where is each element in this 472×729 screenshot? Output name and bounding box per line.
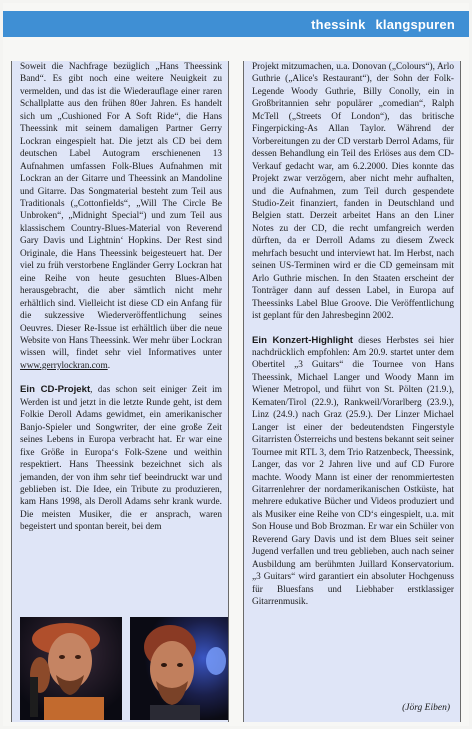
paragraph-project-contributors: Projekt mitzumachen, u.a. Donovan („Colours“), Arlo Guthrie („Alice's Restaurant“), der Sohn der Folk-Legende Woody Guthrie, Billy Conolly, ein in Großbritannien sehr populärer „comedian“, Ralph McTell („Streets Of London“), das britische Fingerpicking-As Allan Taylor. Während der Vorbereitungen zu der CD verstarb Derrol Adams, für dessen Behandlung ein Teil des Erlöses aus dem CD-Verkauf gedacht war, am 6.2.2000. Dies konnte das Projekt zwar verzögern, aber nicht mehr aufhalten, und die Aufnahmen, zum Teil durch gespendete Studio-Zeit finanziert, fanden in Deutschland und Belgien statt. Derzeit arbeitet Hans an den Liner Notes zu der CD, die recht umfangreich werden dürften, da er Derroll Adams zu diesem Zweck mehrfach besucht und interviewt hat. Im Herbst, nach seinen US-Terminen wird er die CD gemeinsam mit Arlo Guthrie mischen. In den Staaten erscheint der Tonträger dann auf dessen Label, in Europa auf Theessinks Label Blue Groove. Die Veröffentlichung ist geplant für den Jahresbeginn 2002.: [252, 62, 454, 322]
cd-project-heading: Ein CD-Projekt: [20, 384, 91, 396]
magazine-page: [3, 3, 469, 726]
concert-text: dieses Herbstes sei hier nachdrücklich empfohlen: Am 20.9. startet unter dem Obertitel „3 Guitars“ die Tournee von Hans Theessink, Michael Langer und Woody Mann im Wiener Metropol, und führt von St. Pölten (21.9.), Kematen/Tirol (22.9.), Rankweil/Vorarlberg (23.9.), Linz (24.9.) nach Graz (25.9.). Der Linzer Michael Langer ist einer der bedeutendsten Fingerstyle Gitarristen Österreichs und bestens bekannt seit seiner Tournee mit RTL 3, dem Trio Ratzenbeck, Theessink, Langer, das vor 2 Jahren live und auf CD Furore machte. Woody Mann ist einer der renommiertesten Gitarrenlehrer der nordamerikanischen Ostküste, hat mehrere edukative Bücher und Videos produziert und als Musiker eine Reihe von CD‘s eingespielt, u.a. mit Son House und Bob Brozman. Er war ein Schüler von Reverend Gary Davis und ist dem Blues seit seiner Jugend verfallen und treu geblieben, auch nach seiner Ausbildung am berühmten Juillard Konservatorium. „3 Guitars“ wird garantiert ein absoluter Hochgenuss für Bluesfans und Liebhaber erstklassiger Gitarrenmusik.: [252, 335, 454, 608]
header-title: [311, 17, 455, 32]
paragraph-reissue-end: .: [107, 360, 111, 371]
lockran-website-link[interactable]: www.gerrylockran.com: [20, 360, 108, 371]
concert-heading: Ein Konzert-Highlight: [252, 334, 353, 346]
right-column: [243, 61, 461, 722]
header-title-left: thessink: [311, 17, 366, 32]
paragraph-cd-project: [20, 384, 222, 533]
photo-musician-left: [20, 617, 122, 720]
paragraph-reissue-text: Soweit die Nachfrage bezüglich „Hans Theessink Band“. Es gibt noch eine weitere Neuigkeit zu vermelden, und das ist die Wiederauflage einer raren Schallplatte aus den frühen 80er Jahren. Es handelt sich um „Cushioned For A Soft Ride“, die Hans Theessink mit seinem damaligen Partner Gerry Lockran eingespielt hat. Die jetzt als CD bei dem deutschen Label Autogram erschienenen 13 Aufnahmen umfassen Folk-Blues Aufnahmen mit Lockran an der Gitarre und Theessink an Mandoline und Gitarre. Das Songmaterial besteht zum Teil aus Traditionals („Cottonfields“, „Will The Circle Be Unbroken“, „Midnight Special“) und zum Teil aus klassischem Country-Blues-Material von Reverend Gary Davis und Lightnin‘ Hopkins. Der Rest sind Originale, die Hans Theessink beigesteuert hat. Der viel zu früh verstorbene Engländer Gerry Lockran hat eine Reihe von heute gesuchten Blues-Alben herausgebracht, die aber sämtlich nicht mehr erhältlich sind. Vielleicht ist diese CD ein Anfang für die sukzessive Wiederveröffentlichung seines Oeuvres. Dieser Re-Issue ist erhältlich über die neue Website von Hans Theessink. Wer mehr über Lockran wissen will, findet sehr viel Informatives unter: [20, 62, 222, 359]
right-column-text: [252, 61, 454, 608]
left-column: [11, 61, 229, 722]
paragraph-reissue: [20, 61, 222, 372]
paragraph-concert: [252, 335, 454, 609]
header-bar: [3, 11, 469, 37]
photo-musician-right-image: [130, 617, 228, 720]
header-title-right: klangspuren: [375, 17, 455, 32]
photo-musician-left-image: [20, 617, 122, 720]
left-column-text: [20, 61, 222, 534]
photo-musician-right: [130, 617, 228, 720]
cd-project-text: , das schon seit einiger Zeit im Werden ist und jetzt in die letzte Runde geht, ist dem Folkie Deroll Adams gewidmet, ein amerikanischer Banjo-Spieler und Songwriter, der eine große Zeit seines Lebens in Europa verbracht hat. Er war eine fixe Größe in Europa‘s Folk-Szene und weithin respektiert. Hans Theessink bezeichnet sich als jemanden, der von ihm sehr tief beeindruckt war und geblieben ist. Die Idee, ein Tribute zu produzieren, kam Hans 1998, als Deroll Adams sehr krank wurde. Die meisten Musiker, die er ansprach, waren begeistert und spontan bereit, bei dem: [20, 385, 222, 533]
author-credit: (Jörg Eiben): [402, 703, 450, 713]
